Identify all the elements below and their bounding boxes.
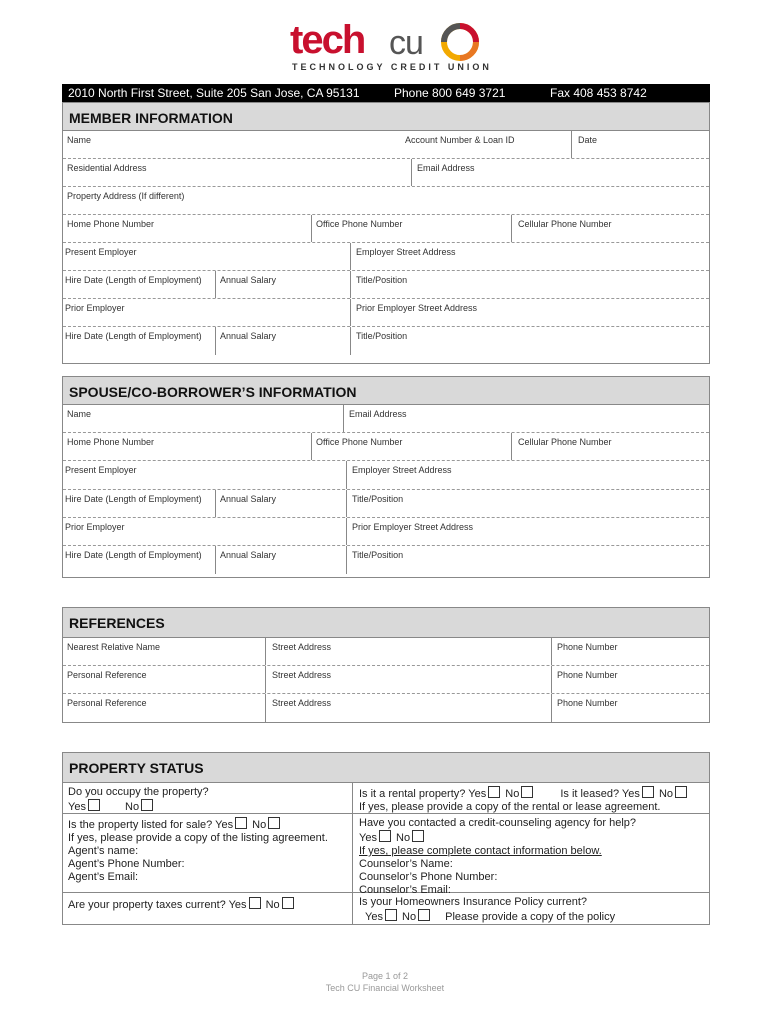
spouse-home-phone-field[interactable]: Home Phone Number [67,437,155,447]
form-row [63,271,709,299]
no-label: No [265,899,280,911]
no-label: No [252,819,267,831]
title-position-field[interactable]: Title/Position [350,271,711,298]
member-information-section [62,102,710,364]
reference-street-field[interactable]: Street Address [265,666,551,693]
reference-row [63,666,709,694]
agent-name-label: Agent’s name: [68,845,139,857]
listed-yes-checkbox[interactable] [235,817,247,829]
form-row [63,405,709,433]
hire-date-field[interactable]: Hire Date (Length of Employment) [65,275,202,285]
spouse-prior-hire-date-field[interactable]: Hire Date (Length of Employment) [65,550,202,560]
counseling-note: If yes, please complete contact information below. [359,845,602,857]
leased-yes-checkbox[interactable] [642,786,654,798]
spouse-office-phone-field[interactable]: Office Phone Number [311,433,511,460]
section-title: MEMBER INFORMATION [63,103,709,131]
agent-phone-label: Agent’s Phone Number: [68,858,185,870]
spouse-present-employer-field[interactable]: Present Employer [65,465,137,475]
email-field[interactable]: Email Address [411,159,711,186]
insurance-question: Is your Homeowners Insurance Policy current? [359,896,588,908]
home-phone-field[interactable]: Home Phone Number [67,219,155,229]
listed-question: Is the property listed for sale? Yes [68,819,234,831]
spouse-title-position-field[interactable]: Title/Position [346,490,711,517]
rental-question-cell [353,784,709,814]
rental-note: If yes, please provide a copy of the rental or lease agreement. [359,801,661,813]
reference-street-field[interactable]: Street Address [265,638,551,665]
listed-question-cell [63,815,352,893]
form-row [63,327,709,355]
property-status-section [62,752,710,925]
employer-street-field[interactable]: Employer Street Address [350,243,711,270]
prior-street-field[interactable]: Prior Employer Street Address [350,299,711,326]
counsel-yes-checkbox[interactable] [379,830,391,842]
no-label: No [396,832,411,844]
logo [0,14,770,72]
insurance-question-cell [353,894,709,924]
yes-label: Yes [359,832,377,844]
insurance-yes-checkbox[interactable] [385,909,397,921]
taxes-no-checkbox[interactable] [282,897,294,909]
page-number: Page 1 of 2 [361,971,409,981]
counselor-phone-label: Counselor’s Phone Number: [359,871,498,883]
leased-no-checkbox[interactable] [675,786,687,798]
form-row [63,433,709,461]
spouse-email-field[interactable]: Email Address [343,405,711,432]
no-label: No [658,788,674,800]
reference-phone-field[interactable]: Phone Number [551,638,711,665]
logo-ring-icon [438,20,482,64]
page-footer [0,970,770,994]
occupy-no-checkbox[interactable] [141,799,153,811]
counselor-name-label: Counselor’s Name: [359,858,453,870]
logo-cu-text: cu [389,24,423,62]
logo-subtitle: TECHNOLOGY CREDIT UNION [292,62,492,72]
office-phone-field[interactable]: Office Phone Number [311,215,511,242]
form-row [63,187,709,215]
cell-phone-field[interactable]: Cellular Phone Number [511,215,711,242]
references-section [62,607,710,723]
listed-note: If yes, please provide a copy of the listing agreement. [68,832,328,844]
form-row [63,159,709,187]
spouse-hire-date-field[interactable]: Hire Date (Length of Employment) [65,494,202,504]
spouse-cell-phone-field[interactable]: Cellular Phone Number [511,433,711,460]
reference-name-field[interactable]: Personal Reference [67,670,147,680]
address-text: 2010 North First Street, Suite 205 San Jose, CA 95131 [68,86,360,100]
fax-text: Fax 408 453 8742 [550,86,647,100]
form-row [63,243,709,271]
counseling-question-cell [353,815,709,896]
yes-label: Yes [365,911,383,923]
reference-row [63,694,709,722]
prior-title-position-field[interactable]: Title/Position [350,327,711,355]
logo-tech-text: tech [290,18,365,62]
spouse-prior-street-field[interactable]: Prior Employer Street Address [346,518,711,545]
taxes-question-cell [63,894,352,924]
insurance-no-checkbox[interactable] [418,909,430,921]
rental-yes-checkbox[interactable] [488,786,500,798]
document-name: Tech CU Financial Worksheet [325,983,445,993]
residential-address-field[interactable]: Residential Address [67,163,147,173]
spouse-prior-annual-salary-field[interactable]: Annual Salary [215,546,346,574]
reference-phone-field[interactable]: Phone Number [551,694,711,722]
no-label: No [505,788,520,800]
agent-email-label: Agent’s Email: [68,871,139,883]
listed-no-checkbox[interactable] [268,817,280,829]
present-employer-field[interactable]: Present Employer [65,247,137,257]
spouse-prior-title-position-field[interactable]: Title/Position [346,546,711,574]
property-address-field[interactable]: Property Address (If different) [67,191,185,201]
spouse-employer-street-field[interactable]: Employer Street Address [346,461,711,489]
prior-employer-field[interactable]: Prior Employer [65,303,125,313]
taxes-question: Are your property taxes current? Yes [68,899,247,911]
occupy-question-cell [63,784,352,814]
phone-text: Phone 800 649 3721 [394,86,506,100]
reference-phone-field[interactable]: Phone Number [551,666,711,693]
counseling-question: Have you contacted a credit-counseling agency for help? [359,817,637,829]
spouse-prior-employer-field[interactable]: Prior Employer [65,522,125,532]
rental-no-checkbox[interactable] [521,786,533,798]
occupy-yes-checkbox[interactable] [88,799,100,811]
account-field[interactable]: Account Number & Loan ID [405,135,515,145]
form-row [63,490,709,518]
address-bar [62,84,710,102]
taxes-yes-checkbox[interactable] [249,897,261,909]
spouse-annual-salary-field[interactable]: Annual Salary [215,490,346,517]
reference-name-field[interactable]: Nearest Relative Name [67,642,161,652]
form-row [63,518,709,546]
annual-salary-field[interactable]: Annual Salary [215,271,350,298]
name-field[interactable]: Name [67,135,92,145]
reference-street-field[interactable]: Street Address [265,694,551,722]
rental-question: Is it a rental property? Yes [359,788,487,800]
counselor-email-label: Counselor’s Email: [359,884,451,896]
counsel-no-checkbox[interactable] [412,830,424,842]
date-field[interactable]: Date [571,131,711,158]
leased-question: Is it leased? Yes [560,788,640,800]
prior-hire-date-field[interactable]: Hire Date (Length of Employment) [65,331,202,341]
occupy-question: Do you occupy the property? [68,786,209,798]
insurance-note: Please provide a copy of the policy [445,911,616,923]
spouse-name-field[interactable]: Name [67,409,92,419]
reference-row [63,638,709,666]
form-row [63,461,709,490]
section-title: SPOUSE/CO-BORROWER’S INFORMATION [63,377,709,405]
section-title: REFERENCES [63,608,709,638]
form-row [63,215,709,243]
prior-annual-salary-field[interactable]: Annual Salary [215,327,350,355]
yes-label: Yes [68,801,86,813]
form-row [63,299,709,327]
form-row [63,131,709,159]
reference-name-field[interactable]: Personal Reference [67,698,147,708]
spouse-information-section [62,376,710,578]
form-row [63,546,709,574]
no-label: No [125,801,140,813]
section-title: PROPERTY STATUS [63,753,709,783]
no-label: No [402,911,417,923]
